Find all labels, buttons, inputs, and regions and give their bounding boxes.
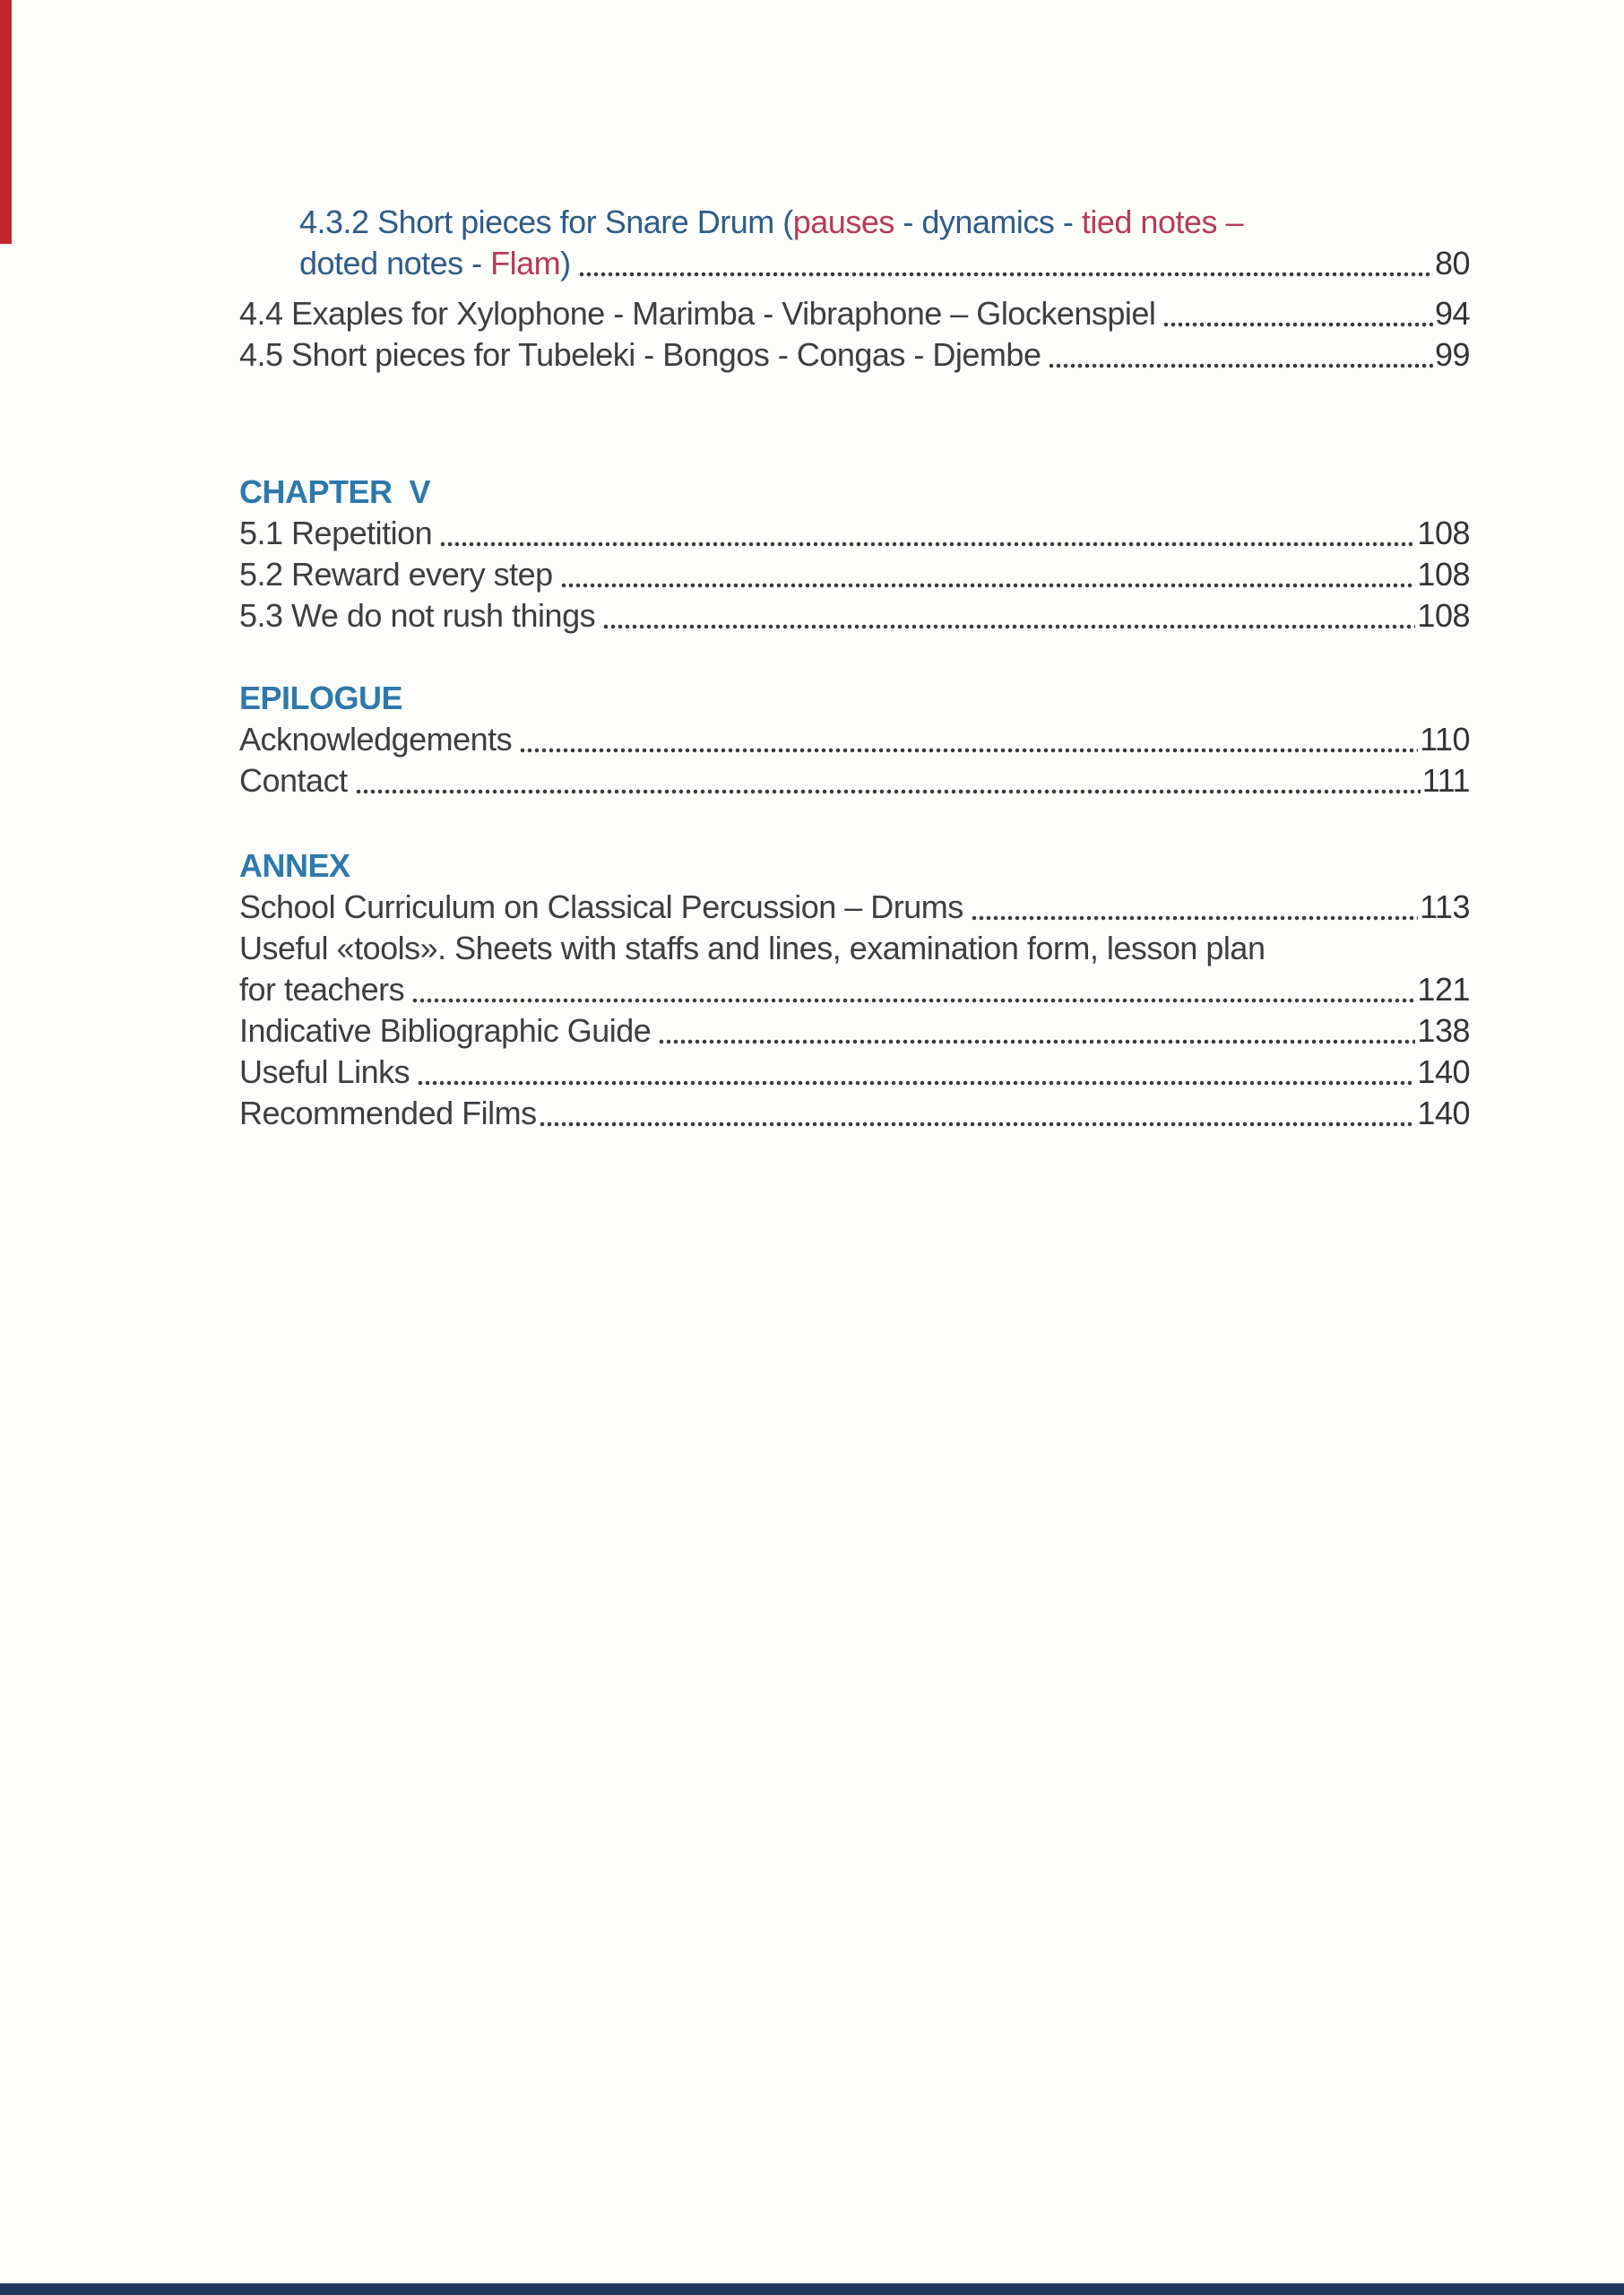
entry-label: Contact [239,762,348,799]
heading-text: EPILOGUE [239,680,403,716]
entry-label: 5.2 Reward every step [239,556,553,593]
dot-leader [579,272,1433,277]
dot-leader [440,541,1415,547]
toc-entry-4-4 [239,293,1470,334]
toc-entry-recommended-films [239,1093,1470,1134]
page-number: 140 [1417,1095,1470,1131]
entry-text-segment: 4.3.2 Short pieces for Snare Drum ( [299,204,793,240]
heading-text: CHAPTER V [239,473,431,510]
entry-accent-segment: – [1217,204,1244,240]
entry-label: Useful Links [239,1053,410,1090]
dot-leader [540,1122,1416,1127]
entry-text-segment: ) [560,245,571,281]
scan-edge-artifact-left [0,0,12,244]
toc-entry-5-2 [239,554,1470,595]
entry-label: 4.5 Short pieces for Tubeleki - Bongos - Congas - Djembe [239,336,1041,373]
toc-entry-4-3-2-line1 [239,202,1470,243]
entry-accent-segment: tied notes [1081,204,1218,240]
scan-edge-artifact-bottom [0,2283,1624,2295]
entry-label: Indicative Bibliographic Guide [239,1012,652,1049]
dot-leader [603,624,1415,629]
section-heading-chapter-v [239,472,1470,513]
page-number: 140 [1417,1053,1470,1090]
dot-leader [659,1039,1415,1044]
entry-accent-segment: pauses [792,204,894,240]
toc-content [239,202,1470,1134]
page-number: 138 [1417,1012,1470,1049]
toc-entry-acknowledgements [239,719,1470,760]
page-number: 94 [1434,295,1470,332]
entry-label: Recommended Films [239,1095,537,1131]
dot-leader [972,915,1418,921]
section-heading-epilogue [239,678,1470,719]
entry-text-segment: - dynamics - [894,204,1082,240]
toc-entry-useful-tools-line2 [239,969,1470,1010]
page-number: 80 [1434,245,1470,281]
heading-text: ANNEX [239,847,350,884]
dot-leader [1163,322,1433,327]
toc-entry-contact [239,760,1470,801]
toc-entry-5-1 [239,513,1470,554]
dot-leader [412,998,1415,1003]
entry-label: Acknowledgements [239,721,513,758]
entry-label: for teachers [239,971,405,1008]
toc-entry-5-3 [239,595,1470,637]
toc-entry-useful-links [239,1052,1470,1093]
entry-label: 5.3 We do not rush things [239,597,596,634]
toc-entry-useful-tools-line1 [239,928,1470,969]
page-number: 113 [1420,888,1470,925]
section-heading-annex [239,845,1470,887]
entry-text-segment: doted notes - [299,245,491,281]
page-number: 108 [1417,515,1470,551]
dot-leader [1049,363,1432,368]
entry-accent-segment: Flam [490,245,561,281]
page-number: 108 [1417,597,1470,634]
page-number: 111 [1421,762,1470,799]
toc-entry-4-5 [239,334,1470,376]
dot-leader [418,1080,1415,1086]
toc-entry-school-curriculum [239,887,1470,928]
page-number: 108 [1417,556,1470,593]
dot-leader [520,748,1418,753]
entry-label: 4.4 Exaples for Xylophone - Marimba - Vibraphone – Glockenspiel [239,295,1156,332]
entry-label: 5.1 Repetition [239,515,433,551]
entry-label: Useful «tools». Sheets with staffs and lines, examination form, lesson plan [239,930,1266,966]
page-number: 121 [1417,971,1470,1008]
page-number: 110 [1420,721,1470,758]
toc-entry-4-3-2-line2 [239,243,1470,284]
entry-label: School Curriculum on Classical Percussion – Drums [239,888,963,925]
dot-leader [356,789,1421,794]
dot-leader [561,583,1416,588]
page-number: 99 [1434,336,1470,373]
toc-entry-bibliographic-guide [239,1010,1470,1052]
